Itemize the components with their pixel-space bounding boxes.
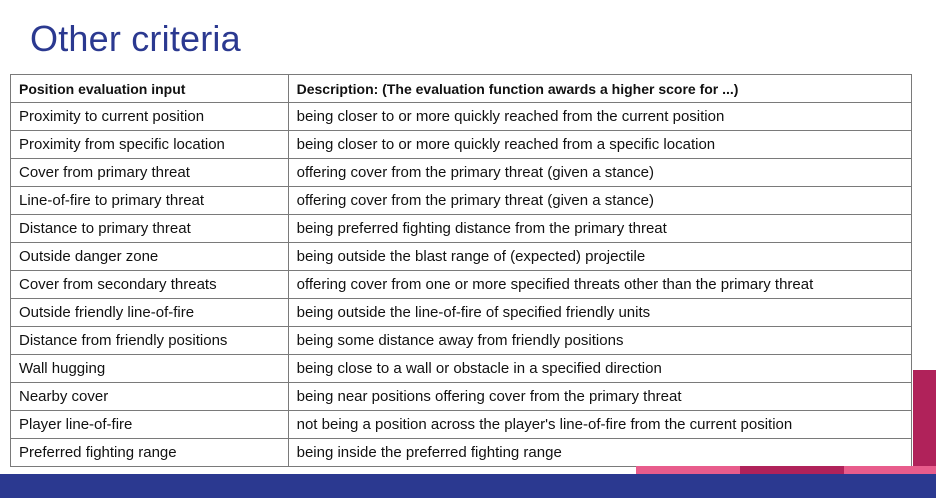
table-row <box>11 383 912 411</box>
cell-input: Cover from primary threat <box>11 159 289 187</box>
cell-description: not being a position across the player's line-of-fire from the current position <box>288 411 911 439</box>
cell-description: being outside the blast range of (expected) projectile <box>288 243 911 271</box>
table-row <box>11 439 912 467</box>
cell-input: Preferred fighting range <box>11 439 289 467</box>
cell-description: being outside the line-of-fire of specified friendly units <box>288 299 911 327</box>
cell-description: being inside the preferred fighting range <box>288 439 911 467</box>
table-row <box>11 327 912 355</box>
header-description: Description: (The evaluation function awards a higher score for ...) <box>288 75 911 103</box>
cell-input: Cover from secondary threats <box>11 271 289 299</box>
table-row <box>11 187 912 215</box>
slide-title: Other criteria <box>30 18 241 59</box>
criteria-table <box>10 74 912 467</box>
table-row <box>11 271 912 299</box>
cell-description: being closer to or more quickly reached from a specific location <box>288 131 911 159</box>
accent-bar-magenta <box>740 466 844 474</box>
cell-description: being close to a wall or obstacle in a specified direction <box>288 355 911 383</box>
cell-description: offering cover from the primary threat (given a stance) <box>288 159 911 187</box>
header-input: Position evaluation input <box>11 75 289 103</box>
cell-input: Proximity to current position <box>11 103 289 131</box>
cell-description: being closer to or more quickly reached from the current position <box>288 103 911 131</box>
cell-description: offering cover from the primary threat (given a stance) <box>288 187 911 215</box>
table-row <box>11 355 912 383</box>
cell-input: Player line-of-fire <box>11 411 289 439</box>
cell-input: Proximity from specific location <box>11 131 289 159</box>
table-row <box>11 159 912 187</box>
cell-description: offering cover from one or more specified threats other than the primary threat <box>288 271 911 299</box>
footer-bar <box>0 474 936 498</box>
table-body <box>11 103 912 467</box>
table-row <box>11 243 912 271</box>
table-row <box>11 103 912 131</box>
cell-input: Distance from friendly positions <box>11 327 289 355</box>
cell-input: Line-of-fire to primary threat <box>11 187 289 215</box>
cell-input: Wall hugging <box>11 355 289 383</box>
table-row <box>11 411 912 439</box>
cell-input: Outside friendly line-of-fire <box>11 299 289 327</box>
cell-input: Distance to primary threat <box>11 215 289 243</box>
table-row <box>11 131 912 159</box>
table-row <box>11 215 912 243</box>
accent-bar-side <box>913 370 936 474</box>
cell-input: Nearby cover <box>11 383 289 411</box>
cell-description: being some distance away from friendly positions <box>288 327 911 355</box>
cell-description: being near positions offering cover from the primary threat <box>288 383 911 411</box>
table-header-row <box>11 75 912 103</box>
table-row <box>11 299 912 327</box>
cell-description: being preferred fighting distance from the primary threat <box>288 215 911 243</box>
cell-input: Outside danger zone <box>11 243 289 271</box>
